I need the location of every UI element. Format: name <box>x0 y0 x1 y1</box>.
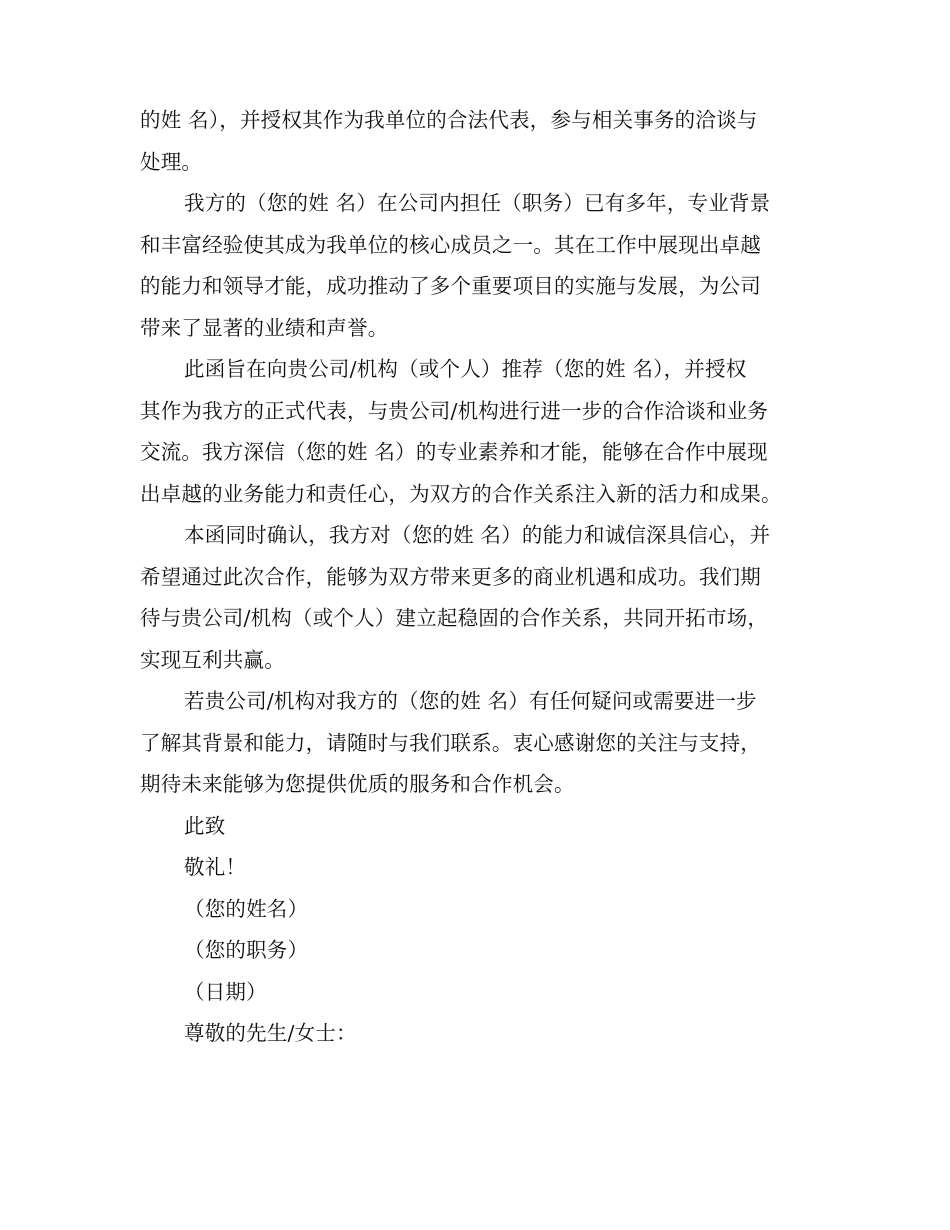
paragraph-line: 此函旨在向贵公司/机构（或个人）推荐（您的姓 名），并授权 <box>184 357 747 381</box>
paragraph-line: 其作为我方的正式代表，与贵公司/机构进行进一步的合作洽谈和业务 <box>140 398 769 423</box>
paragraph-line: 的姓 名），并授权其作为我单位的合法代表，参与相关事务的洽谈与 <box>140 108 758 132</box>
paragraph-line: 带来了显著的业绩和声誉。 <box>140 315 389 340</box>
paragraph-line: 和丰富经验使其成为我单位的核心成员之一。其在工作中展现出卓越 <box>140 232 761 257</box>
closing-block <box>140 806 830 1055</box>
paragraph-line: 的能力和领导才能，成功推动了多个重要项目的实施与发展，为公司 <box>140 274 761 298</box>
paragraph-line: 希望通过此次合作，能够为双方带来更多的商业机遇和成功。我们期 <box>140 564 761 589</box>
paragraph-line: 处理。 <box>140 149 203 174</box>
signature-date: （日期） <box>184 979 267 1004</box>
paragraph-3 <box>140 349 830 515</box>
paragraph-4 <box>140 515 830 681</box>
paragraph-line: 本函同时确认，我方对（您的姓 名）的能力和诚信深具信心，并 <box>184 523 771 547</box>
paragraph-line: 期待未来能够为您提供优质的服务和合作机会。 <box>140 772 575 796</box>
signer-name: （您的姓名） <box>184 896 309 921</box>
paragraph-line: 待与贵公司/机构（或个人）建立起稳固的合作关系，共同开拓市场， <box>140 606 769 630</box>
closing-regards: 敬礼！ <box>184 855 247 879</box>
signer-title: （您的职务） <box>184 938 309 962</box>
paragraph-line: 交流。我方深信（您的姓 名）的专业素养和才能，能够在合作中展现 <box>140 440 768 464</box>
paragraph-line: 我方的（您的姓 名）在公司内担任（职务）已有多年，专业背景 <box>184 191 771 215</box>
closing-salutation: 此致 <box>184 813 226 838</box>
paragraph-2 <box>140 183 830 349</box>
letter-body <box>140 100 830 1055</box>
paragraph-5 <box>140 681 830 806</box>
paragraph-line: 实现互利共赢。 <box>140 647 285 672</box>
paragraph-1 <box>140 100 830 183</box>
next-greeting: 尊敬的先生/女士： <box>184 1021 357 1045</box>
paragraph-line: 若贵公司/机构对我方的（您的姓 名）有任何疑问或需要进一步 <box>184 689 757 713</box>
paragraph-line: 出卓越的业务能力和责任心，为双方的合作关系注入新的活力和成果。 <box>140 481 782 506</box>
paragraph-line: 了解其背景和能力，请随时与我们联系。衷心感谢您的关注与支持， <box>140 730 761 755</box>
